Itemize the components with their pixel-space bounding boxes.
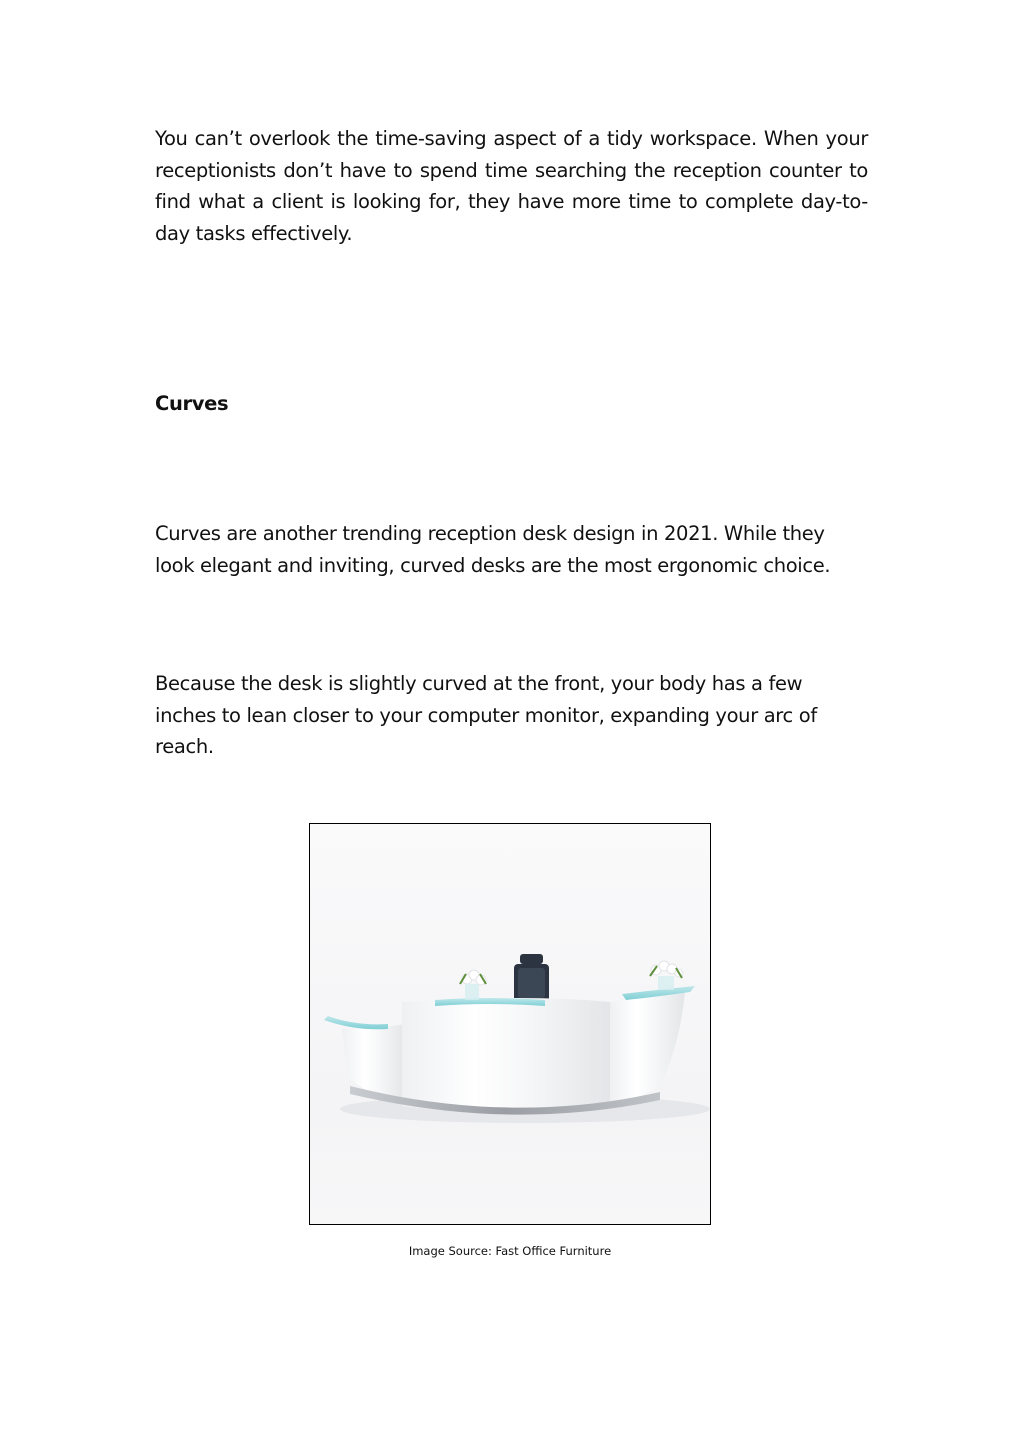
image-caption: Image Source: Fast Office Furniture bbox=[408, 1244, 612, 1258]
desk-center bbox=[402, 998, 610, 1113]
paragraph-tidy-workspace: You can’t overlook the time-saving aspect of a tidy workspace. When your receptionists don’t have to spend time searching the reception counter to find what a client is looking for, they have more time to complete day-to-day tasks effectively. bbox=[155, 127, 868, 245]
paragraph-curves-detail: Because the desk is slightly curved at the front, your body has a few inches to lean closer to your computer monitor, expanding your arc of reach. bbox=[155, 672, 817, 758]
paragraph-curves-intro: Curves are another trending reception desk design in 2021. While they look elegant and inviting, curved desks are the most ergonomic choice. bbox=[155, 522, 831, 577]
reception-desk-photo bbox=[309, 823, 711, 1225]
section-heading-curves: Curves bbox=[155, 392, 229, 415]
